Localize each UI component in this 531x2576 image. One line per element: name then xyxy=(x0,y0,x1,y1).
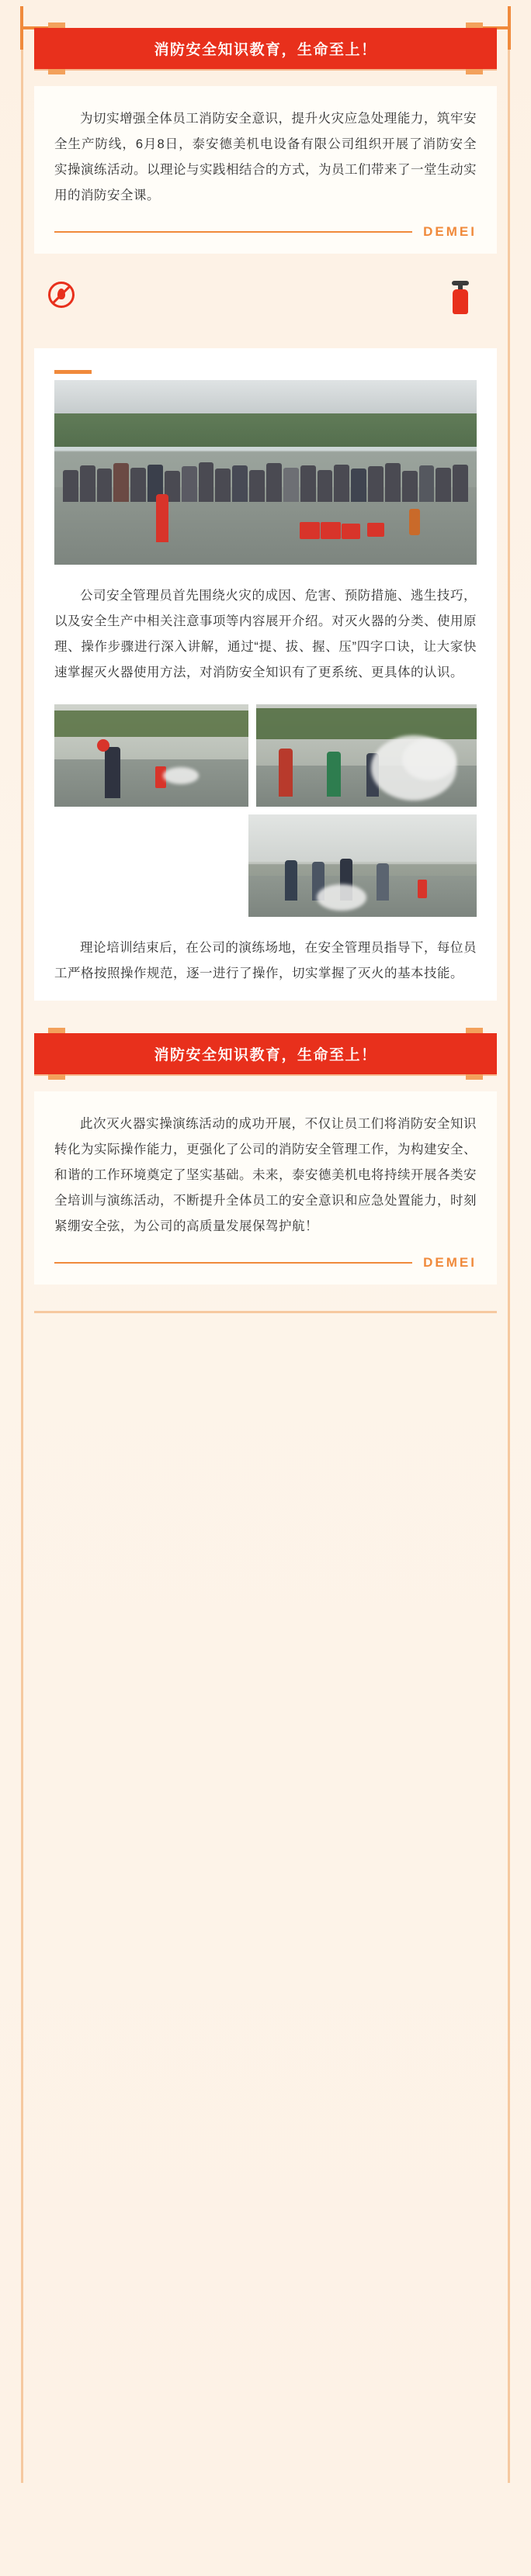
bottom-banner-wrap xyxy=(34,1033,497,1074)
practice-paragraph: 理论培训结束后，在公司的演练场地，在安全管理员指导下，每位员工严格按照操作规范，逐一进行了操作，切实掌握了灭火的基本技能。 xyxy=(54,941,477,980)
frame-rail-right xyxy=(508,50,510,2483)
bottom-banner-title: 消防安全知识教育，生命至上！ xyxy=(34,1033,497,1074)
photo-group-practice xyxy=(248,814,477,917)
top-banner-wrap xyxy=(34,28,497,69)
photo-drill-assembly xyxy=(54,380,477,565)
banner-tab-left-2 xyxy=(48,1074,65,1080)
brand-signature-bottom xyxy=(54,1255,477,1271)
frame-rail-left xyxy=(21,50,23,2483)
banner-tab-right-2 xyxy=(466,1074,483,1080)
conclusion-card xyxy=(34,1091,497,1285)
signature-rule-2 xyxy=(54,1262,412,1264)
photo-extinguisher-demo xyxy=(54,704,248,807)
decorative-icon-row xyxy=(34,274,497,331)
photo-row-practice xyxy=(54,704,477,807)
banner-tab-left xyxy=(48,69,65,74)
training-card xyxy=(34,348,497,1001)
intro-card xyxy=(34,86,497,254)
no-fire-icon xyxy=(48,282,75,308)
signature-rule xyxy=(54,231,412,233)
photo-accent-bar xyxy=(54,370,92,374)
brand-name-bottom: DEMEI xyxy=(423,1255,477,1270)
photo-smoke-spray xyxy=(256,704,477,807)
brand-signature-top xyxy=(54,224,477,240)
crowd-figures xyxy=(63,447,468,502)
footer-rule xyxy=(34,1311,497,1313)
intro-paragraph: 为切实增强全体员工消防安全意识，提升火灾应急处理能力，筑牢安全生产防线，6月8日，泰安德美机电设备有限公司组织开展了消防安全实操演练活动。以理论与实践相结合的方式，为员工们带来了一堂生动实用的消防安全课。 xyxy=(54,112,477,202)
extinguisher-stand xyxy=(409,509,420,535)
banner-tab-right xyxy=(466,69,483,74)
instructor-figure xyxy=(156,494,168,542)
conclusion-paragraph: 此次灭火器实操演练活动的成功开展，不仅让员工们将消防安全知识转化为实际操作能力，更强化了公司的消防安全管理工作，为构建安全、和谐的工作环境奠定了坚实基础。未来，泰安德美机电将持续开展各类安全培训与演练活动，不断提升全体员工的安全意识和应急处置能力，时刻紧绷安全弦，为公司的高质量发展保驾护航！ xyxy=(54,1117,477,1233)
brand-name: DEMEI xyxy=(423,224,477,239)
training-paragraph: 公司安全管理员首先围绕火灾的成因、危害、预防措施、逃生技巧，以及安全生产中相关注意事项等内容展开介绍。对灭火器的分类、使用原理、操作步骤进行深入讲解，通过“提、拔、握、压”四字口诀，让大家快速掌握灭火器使用方法，对消防安全知识有了更系统、更具体的认识。 xyxy=(54,589,477,679)
fire-extinguisher-icon xyxy=(450,278,470,314)
top-banner-title: 消防安全知识教育，生命至上！ xyxy=(34,28,497,69)
